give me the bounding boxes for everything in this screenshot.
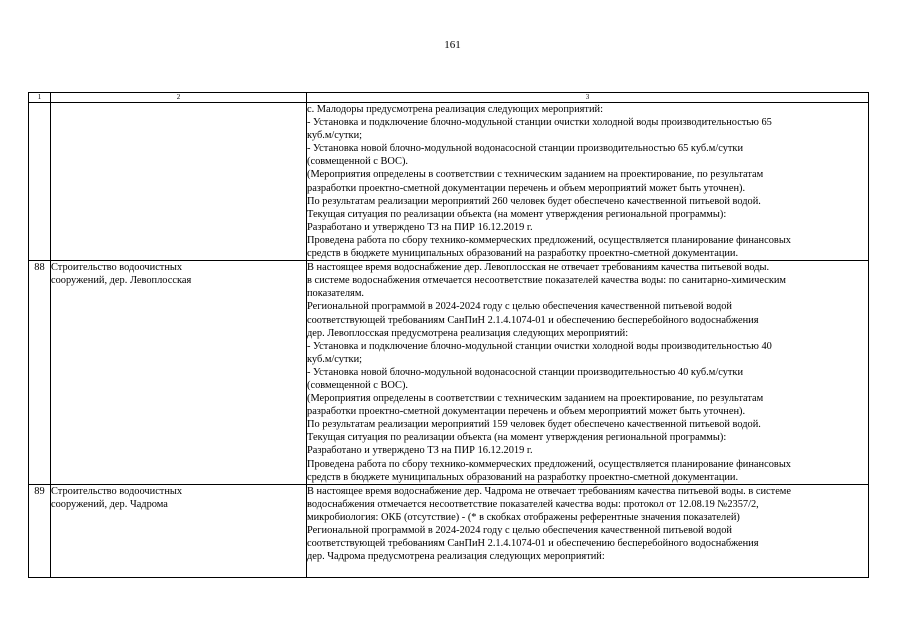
description-line: в системе водоснабжения отмечается несоответствие показателей качества воды: по санитарно-химическим <box>307 275 786 287</box>
table-row-88 <box>29 261 869 485</box>
object-name-line: сооружений, дер. Чадрома <box>51 498 168 510</box>
description-line: В настоящее время водоснабжение дер. Левоплосская не отвечает требованиям качества питьевой воды. <box>307 262 770 274</box>
object-description <box>307 261 869 485</box>
description-line: Текущая ситуация по реализации объекта (на момент утверждения региональной программы): <box>307 208 727 220</box>
description-line: (Мероприятия определены в соответствии с техническим заданием на проектирование, по результатам <box>307 393 764 405</box>
page-number: 161 <box>444 39 461 51</box>
object-name <box>51 484 307 577</box>
object-name-line: сооружений, дер. Левоплосская <box>51 275 192 287</box>
object-name <box>51 261 307 485</box>
object-name-line: Строительство водоочистных <box>51 485 183 497</box>
description-line: микробиология: ОКБ (отсутствие) - (* в скобках отображены референтные значения показателей) <box>307 511 740 523</box>
measures-table <box>28 92 869 578</box>
object-name <box>51 103 307 261</box>
description-line: - Установка и подключение блочно-модульной станции очистки холодной воды производительностью 40 <box>307 340 772 352</box>
description-line: В настоящее время водоснабжение дер. Чадрома не отвечает требованиям качества питьевой воды. в системе <box>307 485 791 497</box>
description-line: Текущая ситуация по реализации объекта (на момент утверждения региональной программы): <box>307 432 727 444</box>
description-line: соответствующей требованиям СанПиН 2.1.4.1074-01 и обеспечению бесперебойного водоснабжения <box>307 538 759 550</box>
description-line: соответствующей требованиям СанПиН 2.1.4.1074-01 и обеспечению бесперебойного водоснабжения <box>307 314 759 326</box>
table-row-89 <box>29 484 869 577</box>
object-description <box>307 103 869 261</box>
description-line: По результатам реализации мероприятий 260 человек будет обеспечено качественной питьевой водой. <box>307 195 761 207</box>
description-line: разработки проектно-сметной документации перечень и объем мероприятий может быть уточнен). <box>307 406 746 418</box>
object-description <box>307 484 869 577</box>
column-header-1: 1 <box>29 93 51 103</box>
description-line: (совмещенной с ВОС). <box>307 379 409 391</box>
description-line: Региональной программой в 2024-2024 году с целью обеспечения качественной питьевой водой <box>307 301 732 313</box>
table-header-row <box>29 93 869 103</box>
description-line: водоснабжения отмечается несоответствие показателей качества воды: протокол от 12.08.19 №2357/2, <box>307 498 759 510</box>
description-line: (совмещенной с ВОС). <box>307 156 409 168</box>
description-line: - Установка и подключение блочно-модульной станции очистки холодной воды производительностью 65 <box>307 117 772 129</box>
description-line: (Мероприятия определены в соответствии с техническим заданием на проектирование, по результатам <box>307 169 764 181</box>
row-number: 89 <box>29 484 51 577</box>
description-line: разработки проектно-сметной документации перечень и объем мероприятий может быть уточнен). <box>307 182 746 194</box>
column-header-2: 2 <box>51 93 307 103</box>
description-line: дер. Левоплосская предусмотрена реализация следующих мероприятий: <box>307 327 629 339</box>
description-line: Региональной программой в 2024-2024 году с целью обеспечения качественной питьевой водой <box>307 525 732 536</box>
description-line: Проведена работа по сбору технико-коммерческих предложений, осуществляется планирование финансовых <box>307 458 791 470</box>
description-line: куб.м/сутки; <box>307 353 363 365</box>
description-line: куб.м/сутки; <box>307 130 363 142</box>
row-number: 88 <box>29 261 51 485</box>
description-line: показателям. <box>307 288 364 300</box>
description-line: Разработано и утверждено ТЗ на ПИР 16.12.2019 г. <box>307 221 533 233</box>
description-line: с. Малодоры предусмотрена реализация следующих мероприятий: <box>307 104 603 115</box>
column-header-3: 3 <box>307 93 869 103</box>
description-line: По результатам реализации мероприятий 159 человек будет обеспечено качественной питьевой водой. <box>307 419 761 431</box>
description-line: Проведена работа по сбору технико-коммерческих предложений, осуществляется планирование финансовых <box>307 234 791 246</box>
description-line: средств в бюджете муниципальных образований на разработку проектно-сметной документации. <box>307 471 739 483</box>
description-line: - Установка новой блочно-модульной водонасосной станции производительностью 65 куб.м/сутки <box>307 143 744 155</box>
object-name-line: Строительство водоочистных <box>51 262 183 274</box>
description-line: Разработано и утверждено ТЗ на ПИР 16.12.2019 г. <box>307 445 533 457</box>
table-row-continuation <box>29 103 869 261</box>
row-number <box>29 103 51 261</box>
description-line: - Установка новой блочно-модульной водонасосной станции производительностью 40 куб.м/сутки <box>307 366 744 378</box>
description-line: средств в бюджете муниципальных образований на разработку проектно-сметной документации. <box>307 248 739 260</box>
description-line: дер. Чадрома предусмотрена реализация следующих мероприятий: <box>307 551 605 563</box>
